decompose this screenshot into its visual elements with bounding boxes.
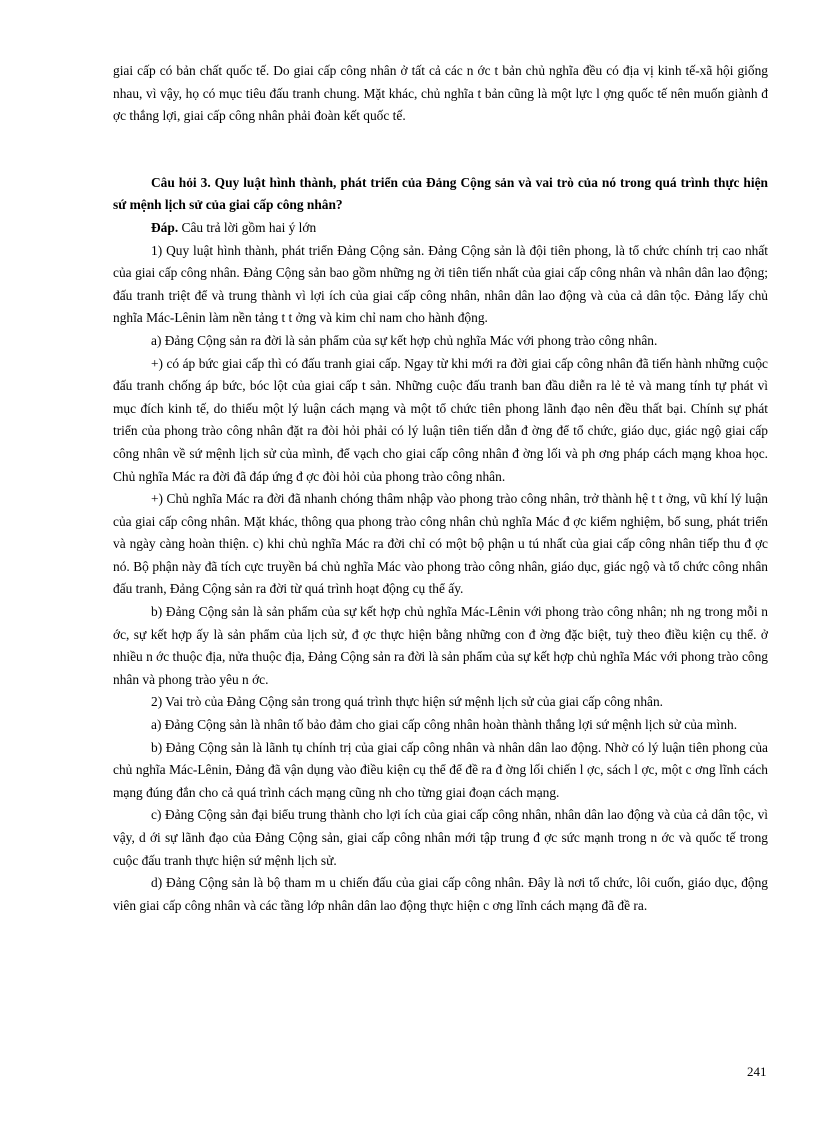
section-gap [113, 128, 768, 172]
paragraph-9: c) Đảng Cộng sản đại biểu trung thành cho lợi ích của giai cấp công nhân, nhân dân lao động và của cả dân tộc, vì vậy, d ới sự lãnh đạo của Đảng Cộng sản, giai cấp công nhân mới tập trung đ ợc sức mạnh trong n ớc và quốc tế trong cuộc đấu tranh thực hiện sứ mệnh lịch sử. [113, 807, 768, 868]
paragraph-5: b) Đảng Cộng sản là sản phẩm của sự kết hợp chủ nghĩa Mác-Lênin với phong trào công nhân; nh ng trong mỗi n ớc, sự kết hợp ấy là sản phẩm của lịch sử, đ ợc thực hiện bằng những con đ ờng đặc biệt, tuỳ theo điều kiện cụ thể. ở nhiều n ớc thuộc địa, nửa thuộc địa, Đảng Cộng sản ra đời là sản phẩm của sự kết hợp chủ nghĩa Mác với phong trào công nhân và phong trào yêu n ớc. [113, 604, 768, 687]
paragraph-2: a) Đảng Cộng sản ra đời là sản phẩm của sự kết hợp chủ nghĩa Mác với phong trào công nhân. [151, 332, 658, 348]
document-body [113, 60, 768, 917]
paragraph-1: 1) Quy luật hình thành, phát triển Đảng Cộng sản. Đảng Cộng sản là đội tiên phong, là tổ chức chính trị cao nhất của giai cấp công nhân. Đảng Cộng sản bao gồm những ng ời tiên tiến nhất của giai cấp công nhân và nhân dân lao động; đấu tranh triệt để và trung thành vì lợi ích của giai cấp công nhân, nhân dân lao động và của cả dân tộc. Đảng lấy chủ nghĩa Mác-Lênin làm nền tảng t t ởng và kim chỉ nam cho hành động. [113, 242, 768, 326]
paragraph-4: +) Chủ nghĩa Mác ra đời đã nhanh chóng thâm nhập vào phong trào công nhân, trở thành hệ t t ởng, vũ khí lý luận của giai cấp công nhân. Mặt khác, thông qua phong trào công nhân chủ nghĩa Mác đ ợc kiểm nghiệm, bổ sung, phát triển và ngày càng hoàn thiện. c) khi chủ nghĩa Mác ra đời chỉ có một bộ phận u tú nhất của giai cấp công nhân tiếp thu đ ợc nó. Bộ phận này đã tích cực truyền bá chủ nghĩa Mác vào phong trào công nhân, giáo dục, giác ngộ và tổ chức công nhân đấu tranh, Đảng Cộng sản ra đời từ quá trình hoạt động cụ thể ấy. [113, 491, 768, 597]
paragraph-6: 2) Vai trò của Đảng Cộng sản trong quá trình thực hiện sứ mệnh lịch sử của giai cấp công nhân. [151, 694, 664, 710]
page-number: 241 [747, 1064, 767, 1079]
paragraph-7: a) Đảng Cộng sản là nhân tố bảo đảm cho giai cấp công nhân hoàn thành thắng lợi sứ mệnh lịch sử của mình. [151, 717, 738, 733]
answer-label: Đáp. [151, 219, 179, 235]
paragraph-3: +) có áp bức giai cấp thì có đấu tranh giai cấp. Ngay từ khi mới ra đời giai cấp công nhân đã tiến hành những cuộc đấu tranh chống áp bức, bóc lột của giai cấp t sản. Những cuộc đấu tranh ban đầu diễn ra lẻ tẻ và mang tính tự phát vì mục đích kinh tế, do thiếu một lý luận cách mạng và một tổ chức tiên phong lãnh đạo nên đều thất bại. Chính sự phát triển của phong trào công nhân đặt ra đòi hỏi phải có lý luận tiên tiến dẫn đ ờng để tổ chức, giáo dục, giác ngộ giai cấp công nhân về sứ mệnh lịch sử của mình, để vạch cho giai cấp công nhân đ ờng lối và ph ơng pháp cách mạng khoa học. Chủ nghĩa Mác ra đời đã đáp ứng đ ợc đòi hỏi của phong trào công nhân. [113, 355, 768, 484]
paragraph-10: d) Đảng Cộng sản là bộ tham m u chiến đấu của giai cấp công nhân. Đây là nơi tổ chức, lôi cuốn, giáo dục, động viên giai cấp công nhân và các tầng lớp nhân dân lao động thực hiện c ơng lĩnh cách mạng đã đề ra. [113, 875, 768, 913]
answer-line [113, 217, 768, 240]
paragraph-8: b) Đảng Cộng sản là lãnh tụ chính trị của giai cấp công nhân và nhân dân lao động. Nhờ có lý luận tiên phong của chủ nghĩa Mác-Lênin, Đảng đã vận dụng vào điều kiện cụ thể để đề ra đ ờng lối chiến l ợc, sách l ợc, một c ơng lĩnh cách mạng đúng đắn cho cả quá trình cách mạng cũng nh cho từng giai đoạn cách mạng. [113, 739, 768, 800]
answer-text: Câu trả lời gồm hai ý lớn [178, 219, 317, 235]
intro-paragraph: giai cấp có bản chất quốc tế. Do giai cấp công nhân ở tất cả các n ớc t bản chủ nghĩa đều có địa vị kinh tế-xã hội giống nhau, vì vậy, họ có mục tiêu đấu tranh chung. Mặt khác, chủ nghĩa t bản cũng là một lực l ợng quốc tế nên muốn giành đ ợc thắng lợi, giai cấp công nhân phải đoàn kết quốc tế. [113, 63, 768, 124]
question-heading: Câu hỏi 3. Quy luật hình thành, phát triển của Đảng Cộng sản và vai trò của nó trong quá trình thực hiện sứ mệnh lịch sử của giai cấp công nhân? [113, 174, 768, 213]
